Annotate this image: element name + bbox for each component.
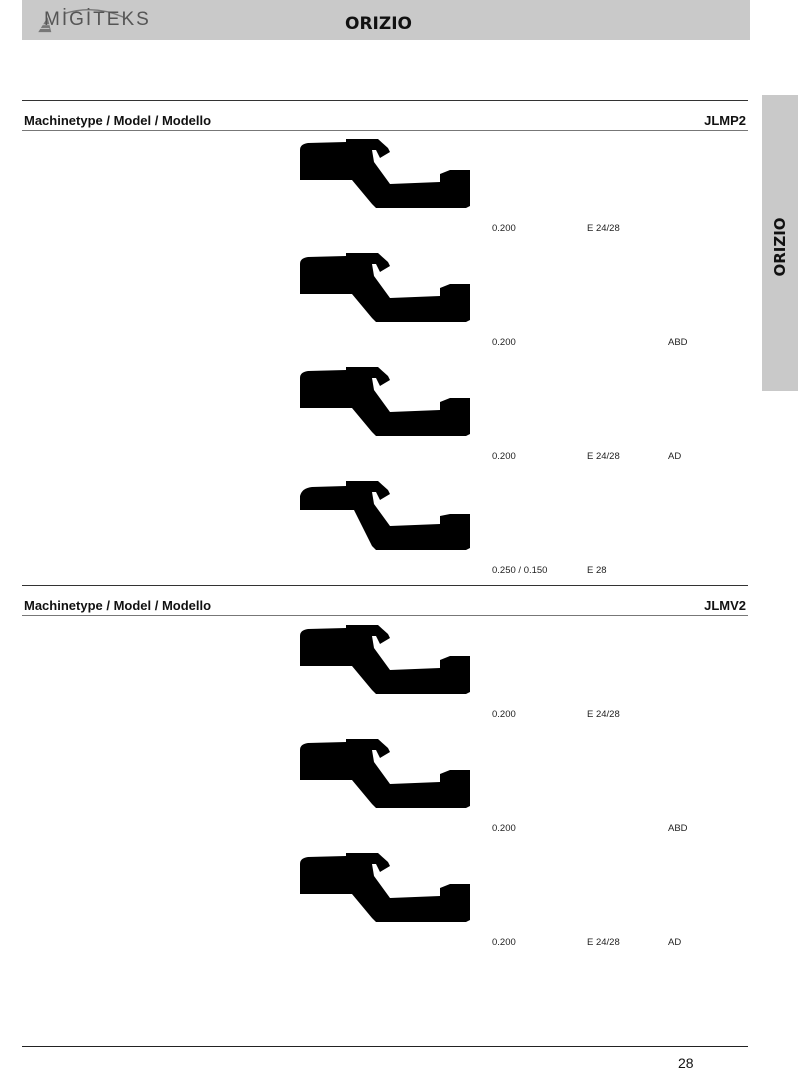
side-tab-label: ORIZIO: [771, 217, 789, 277]
model-name: JLMV2: [704, 598, 746, 613]
part-item: [290, 850, 750, 964]
part-item: [290, 622, 750, 736]
sinker-part-image: [298, 736, 474, 808]
part-code: ABD: [668, 823, 688, 834]
part-gauge: E 24/28: [587, 709, 620, 720]
brand-name: MİGİTEKS: [44, 9, 151, 30]
sinker-part-image: [298, 364, 474, 436]
part-thickness: 0.250 / 0.150: [492, 565, 548, 576]
part-code: AD: [668, 451, 682, 462]
part-thickness: 0.200: [492, 709, 516, 720]
section-divider: [22, 100, 748, 101]
page-title: ORIZIO: [345, 14, 412, 34]
part-code: AD: [668, 937, 682, 948]
footer-divider: [22, 1046, 748, 1047]
part-item: [290, 250, 750, 364]
part-gauge: E 28: [587, 565, 607, 576]
part-item: [290, 364, 750, 478]
page-number: 28: [678, 1055, 694, 1071]
sinker-part-image: [298, 250, 474, 322]
part-item: [290, 136, 750, 250]
section-divider: [22, 585, 748, 586]
sinker-part-image: [298, 622, 474, 694]
part-thickness: 0.200: [492, 823, 516, 834]
part-item: [290, 478, 750, 592]
header-bar: [22, 0, 750, 40]
part-thickness: 0.200: [492, 223, 516, 234]
sinker-part-image: [298, 850, 474, 922]
part-thickness: 0.200: [492, 937, 516, 948]
part-gauge: E 24/28: [587, 451, 620, 462]
part-gauge: E 24/28: [587, 937, 620, 948]
model-name: JLMP2: [704, 113, 746, 128]
part-thickness: 0.200: [492, 337, 516, 348]
part-code: ABD: [668, 337, 688, 348]
section-header-underline: [22, 130, 748, 131]
part-item: [290, 736, 750, 850]
section-header-underline: [22, 615, 748, 616]
section-label: Machinetype / Model / Modello: [24, 113, 212, 128]
part-gauge: E 24/28: [587, 223, 620, 234]
section-label: Machinetype / Model / Modello: [24, 598, 212, 613]
side-tab: [762, 95, 798, 391]
part-thickness: 0.200: [492, 451, 516, 462]
sinker-part-image: [298, 136, 474, 208]
sinker-part-image: [298, 478, 474, 550]
